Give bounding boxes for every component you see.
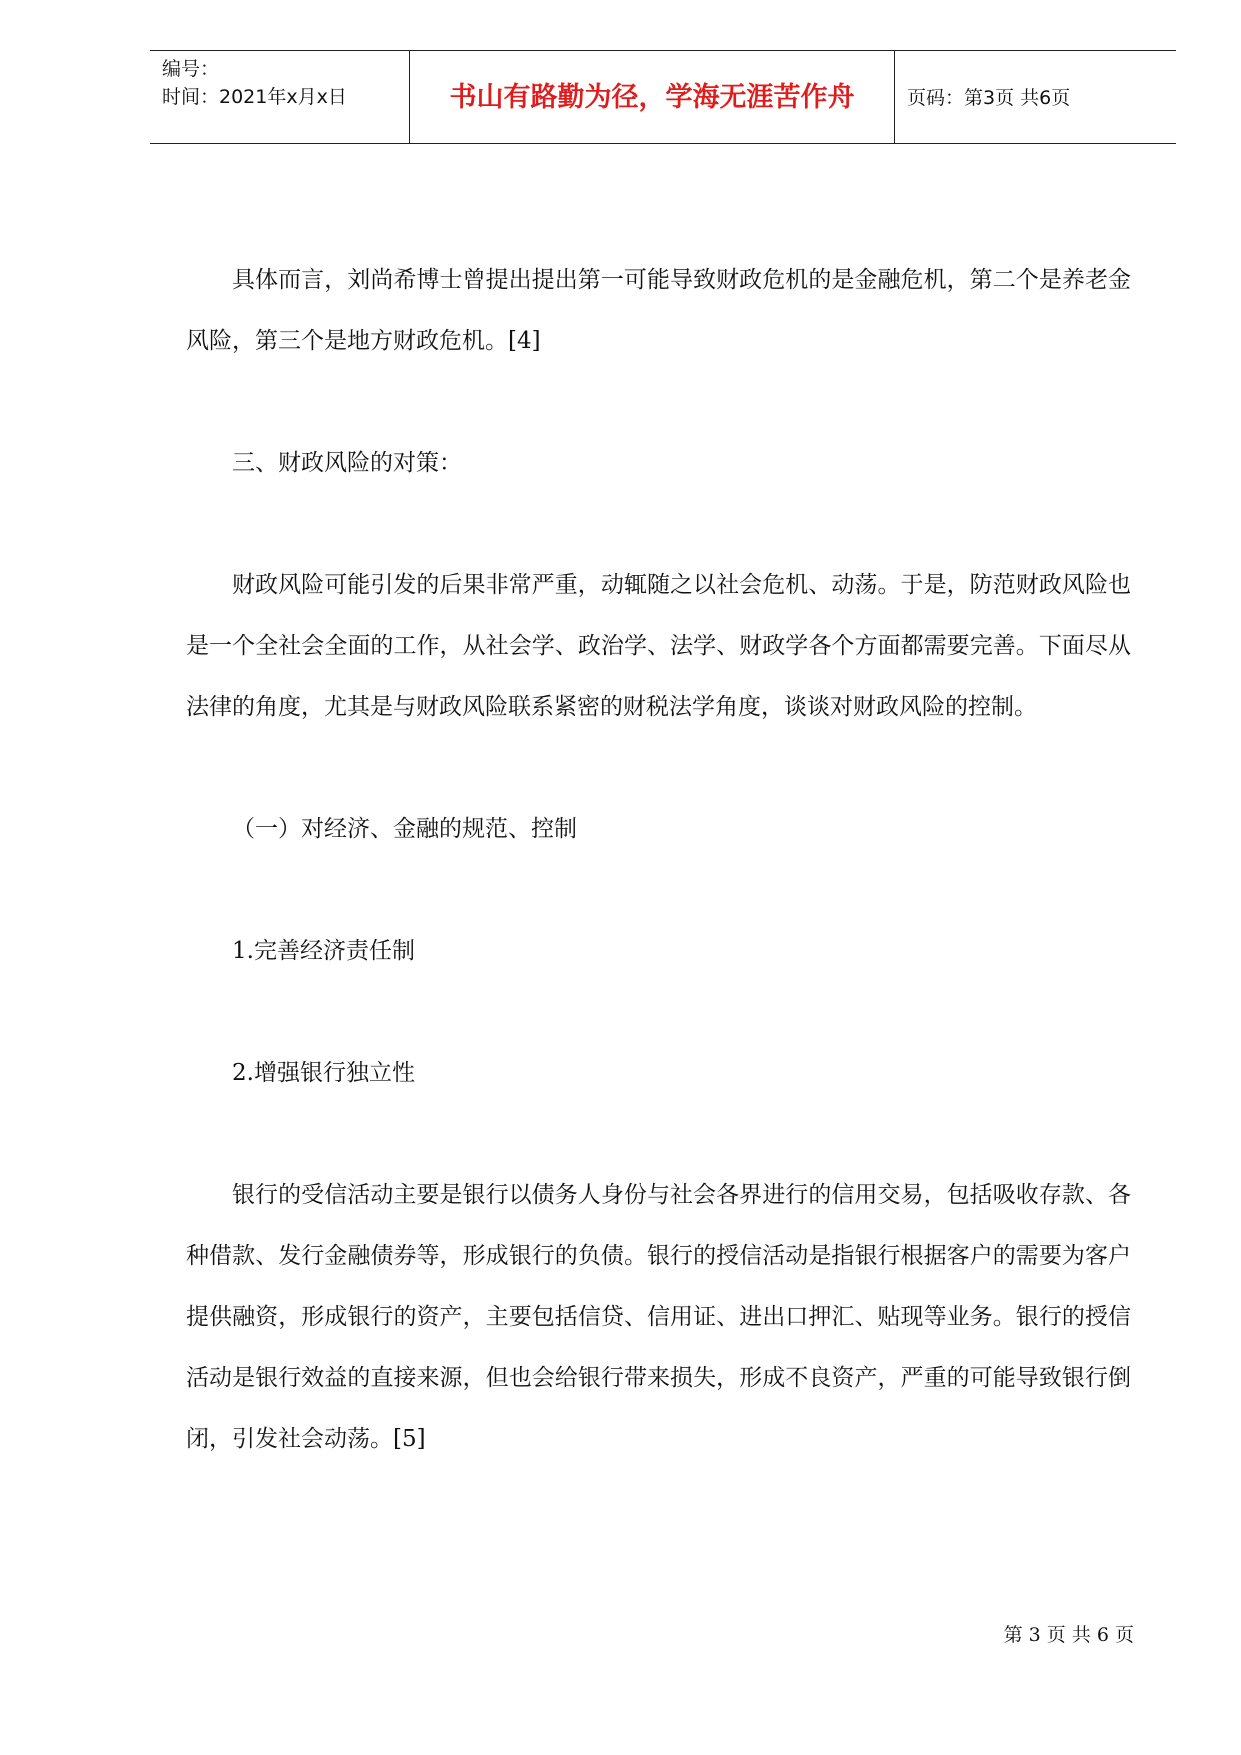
page-footer: 第 3 页 共 6 页 <box>1003 1624 1134 1646</box>
paragraph-2: 财政风险可能引发的后果非常严重，动辄随之以社会危机、动荡。于是，防范财政风险也是一个全社会全面的工作，从社会学、政治学、法学、财政学各个方面都需要完善。下面尽从法律的角度，尤其是与财政风险联系紧密的财税法学角度，谈谈对财政风险的控制。 <box>186 572 1131 720</box>
section-heading-3: 三、财政风险的对策： <box>232 450 462 476</box>
list-item-1: 1.完善经济责任制 <box>232 938 415 964</box>
list-item-2: 2.增强银行独立性 <box>232 1060 415 1086</box>
paragraph-3: 银行的受信活动主要是银行以债务人身份与社会各界进行的信用交易，包括吸收存款、各种借款、发行金融债券等，形成银行的负债。银行的授信活动是指银行根据客户的需要为客户提供融资，形成银行的资产，主要包括信贷、信用证、进出口押汇、贴现等业务。银行的授信活动是银行效益的直接来源，但也会给银行带来损失，形成不良资产，严重的可能导致银行倒闭，引发社会动荡。[5] <box>186 1182 1131 1452</box>
subsection-heading-1: （一）对经济、金融的规范、控制 <box>232 816 577 842</box>
header-meta-cell <box>150 51 410 143</box>
paragraph-1: 具体而言，刘尚希博士曾提出提出第一可能导致财政危机的是金融危机，第二个是养老金风险，第三个是地方财政危机。[4] <box>186 267 1131 354</box>
header-motto: 书山有路勤为径，学海无涯苦作舟 <box>410 51 895 143</box>
header-time-label: 时间：2021年x月x日 <box>162 86 347 108</box>
header-number-label: 编号： <box>162 58 220 80</box>
page-header <box>150 50 1176 144</box>
header-page-info: 页码：第3页 共6页 <box>907 87 1071 109</box>
document-body <box>186 250 1131 1470</box>
